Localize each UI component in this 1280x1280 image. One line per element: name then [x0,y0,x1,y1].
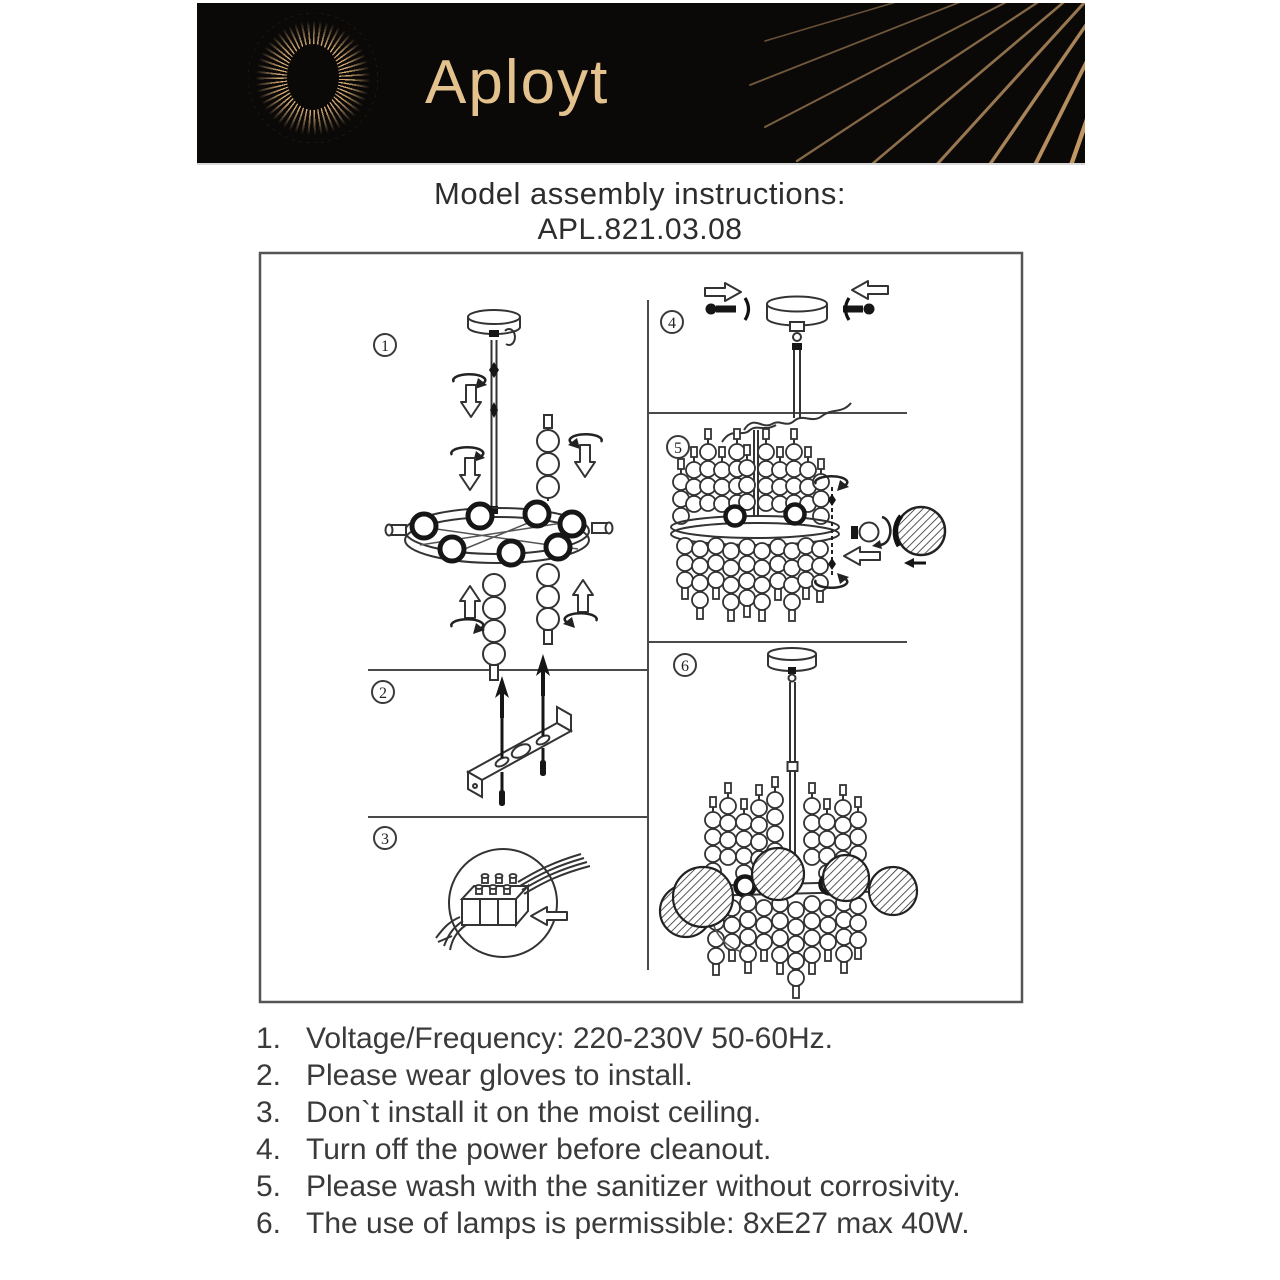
step-5-number: 5 [666,435,690,459]
ceiling-canopy [468,310,520,345]
rotation-arrow-icon [451,619,485,634]
step-1-number: 1 [373,333,397,357]
up-arrow-icon [573,580,593,612]
item-text: Turn off the power before cleanout. [306,1133,772,1166]
anchor-screw [495,676,509,806]
suspension-rod [788,682,798,862]
mounting-bracket [468,707,571,797]
side-screw [843,298,875,320]
lamp-socket [468,504,492,528]
instruction-item [256,1133,970,1170]
glass-sphere-shade [895,507,945,568]
item-number: 5. [256,1170,282,1203]
ceiling-wire [744,403,851,430]
ceiling-canopy [768,648,816,682]
step-6-number: 6 [673,653,697,677]
step-3-art [436,849,590,957]
lamp-socket [560,512,584,536]
lamp-socket [412,514,436,538]
right-arrow-icon [705,283,741,301]
item-text: Please wash with the sanitizer without corrosivity. [306,1170,961,1203]
rotation-arrow-icon [563,613,597,628]
instruction-item [256,1022,970,1059]
step-2-number: 2 [371,680,395,704]
light-bulb [851,523,879,542]
suspension-rod [489,340,499,514]
step-4-number: 4 [660,310,684,334]
instruction-item [256,1207,970,1244]
down-rod [794,350,800,418]
bead-cluster-bottom [708,895,866,998]
down-arrow-icon [575,445,595,477]
item-text: Please wear gloves to install. [306,1059,693,1092]
step-4-art [705,281,888,430]
step-5-art [671,425,945,621]
step-3-number: 3 [373,826,397,850]
item-number: 3. [256,1096,282,1129]
step-1-art [386,310,613,680]
lamp-socket [440,537,464,561]
bead-strand [537,563,559,644]
left-arrow-icon [844,547,880,565]
step-6-art [660,648,917,998]
instruction-item [256,1096,970,1133]
brand-name: Aployt [425,48,610,117]
terminal-screws [476,874,517,894]
page-title: Model assembly instructions: [434,176,846,211]
hanger-clamp [790,322,804,350]
item-text: The use of lamps is permissible: 8xE27 max 40W. [306,1207,970,1240]
item-number: 4. [256,1133,282,1166]
instruction-item [256,1059,970,1096]
instruction-item [256,1170,970,1207]
item-text: Voltage/Frequency: 220-230V 50-60Hz. [306,1022,834,1055]
item-text: Don`t install it on the moist ceiling. [306,1096,762,1129]
chandelier-ring-frame [386,502,613,565]
down-arrow-icon [460,458,480,490]
lamp-socket [546,535,570,559]
bead-cluster-bottom [677,538,828,621]
bead-strand [483,573,505,680]
item-number: 2. [256,1059,282,1092]
model-code: APL.821.03.08 [537,213,743,246]
lamp-socket [525,502,549,526]
down-arrow-icon [461,385,481,417]
up-arrow-icon [460,586,480,618]
anchor-screw [536,654,550,776]
item-number: 6. [256,1207,282,1240]
side-screw [706,298,749,320]
instructions-list [256,1022,970,1244]
bead-strand [537,415,559,501]
step-2-art [468,654,571,806]
item-number: 1. [256,1022,282,1055]
lamp-socket [499,541,523,565]
left-arrow-icon [852,281,888,299]
left-arrow-icon [531,907,567,925]
